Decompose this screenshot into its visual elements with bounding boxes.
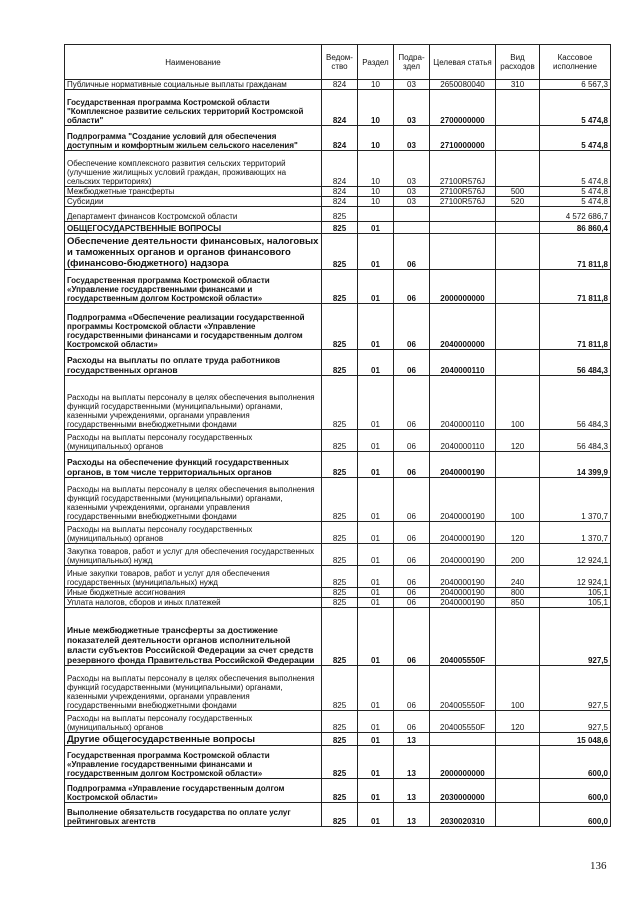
cell-type: 120 [496,430,540,452]
cell-dept: 825 [322,711,358,733]
cell-target: 2710000000 [430,126,496,151]
cell-section: 01 [358,566,394,588]
cell-amount: 1 370,7 [540,522,611,544]
cell-section: 01 [358,711,394,733]
cell-amount: 5 474,8 [540,187,611,197]
table-row [65,234,611,270]
table-row [65,803,611,827]
cell-amount: 12 924,1 [540,566,611,588]
cell-subsection: 06 [394,270,430,304]
table-row [65,746,611,779]
header-name: Наименование [65,45,322,80]
cell-target: 2040000190 [430,452,496,478]
cell-type [496,779,540,803]
cell-target: 2040000190 [430,566,496,588]
cell-type: 100 [496,666,540,711]
cell-subsection: 13 [394,733,430,746]
cell-target: 2040000190 [430,478,496,522]
cell-type: 500 [496,187,540,197]
table-row [65,779,611,803]
cell-type [496,452,540,478]
cell-section: 01 [358,746,394,779]
cell-dept: 825 [322,598,358,608]
cell-target: 2030000000 [430,779,496,803]
cell-dept: 825 [322,733,358,746]
cell-target: 2040000190 [430,544,496,566]
cell-target: 2650080040 [430,80,496,90]
cell-subsection: 06 [394,544,430,566]
header-subsection: Подра-здел [394,45,430,80]
cell-section: 01 [358,522,394,544]
cell-target [430,733,496,746]
table-row [65,304,611,350]
cell-type: 240 [496,566,540,588]
cell-name: Подпрограмма «Обеспечение реализации государственной программы Костромской области «Управление государственными финансами и государственным долгом Костромской области» [65,304,322,350]
cell-subsection: 06 [394,711,430,733]
cell-type [496,608,540,666]
cell-section: 01 [358,588,394,598]
cell-subsection: 06 [394,598,430,608]
cell-target: 27100R576J [430,197,496,207]
cell-amount: 600,0 [540,803,611,827]
cell-subsection: 03 [394,80,430,90]
cell-section: 01 [358,222,394,234]
cell-section: 01 [358,733,394,746]
cell-subsection: 06 [394,478,430,522]
cell-amount: 105,1 [540,598,611,608]
cell-amount: 14 399,9 [540,452,611,478]
cell-name: Расходы на выплаты персоналу государственных (муниципальных) органов [65,522,322,544]
cell-target [430,234,496,270]
cell-dept: 825 [322,452,358,478]
header-target: Целевая статья [430,45,496,80]
cell-name: Государственная программа Костромской области "Комплексное развитие сельских территорий Костромской области" [65,90,322,126]
cell-type: 120 [496,711,540,733]
cell-name: Иные бюджетные ассигнования [65,588,322,598]
cell-section: 01 [358,376,394,430]
table-row [65,222,611,234]
cell-dept: 824 [322,187,358,197]
cell-section: 01 [358,430,394,452]
table-row [65,666,611,711]
cell-dept: 824 [322,80,358,90]
cell-dept: 825 [322,304,358,350]
cell-dept: 825 [322,350,358,376]
cell-section: 01 [358,803,394,827]
cell-subsection: 06 [394,566,430,588]
cell-subsection: 03 [394,187,430,197]
cell-name: Расходы на выплаты персоналу в целях обеспечения выполнения функций государственными (муниципальными) органами, казенными учреждениями, органами управления государственными внебюджетными фондами [65,666,322,711]
cell-dept: 825 [322,478,358,522]
cell-type: 850 [496,598,540,608]
cell-subsection: 03 [394,90,430,126]
cell-subsection: 06 [394,666,430,711]
cell-dept: 825 [322,207,358,222]
cell-type [496,126,540,151]
cell-name: Обеспечение деятельности финансовых, налоговых и таможенных органов и органов финансового (финансово-бюджетного) надзора [65,234,322,270]
cell-amount: 5 474,8 [540,151,611,187]
cell-target: 2040000110 [430,430,496,452]
cell-amount: 5 474,8 [540,126,611,151]
table-row [65,733,611,746]
header-section: Раздел [358,45,394,80]
cell-dept: 825 [322,666,358,711]
cell-section: 01 [358,350,394,376]
cell-section: 10 [358,151,394,187]
cell-amount: 927,5 [540,711,611,733]
table-row [65,350,611,376]
cell-target: 2040000190 [430,588,496,598]
cell-subsection: 03 [394,197,430,207]
cell-subsection: 13 [394,746,430,779]
cell-section: 01 [358,304,394,350]
table-row [65,207,611,222]
cell-dept: 825 [322,779,358,803]
cell-name: Субсидии [65,197,322,207]
cell-name: Расходы на выплаты персоналу в целях обеспечения выполнения функций государственными (муниципальными) органами, казенными учреждениями, органами управления государственными внебюджетными фондами [65,478,322,522]
cell-target: 2040000190 [430,522,496,544]
cell-name: Закупка товаров, работ и услуг для обеспечения государственных (муниципальных) нужд [65,544,322,566]
header-type: Вид расходов [496,45,540,80]
cell-dept: 825 [322,376,358,430]
cell-dept: 825 [322,588,358,598]
cell-type [496,746,540,779]
cell-name: Государственная программа Костромской области «Управление государственными финансами и государственным долгом Костромской области» [65,270,322,304]
table-row [65,478,611,522]
cell-amount: 5 474,8 [540,197,611,207]
cell-name: Подпрограмма «Управление государственным долгом Костромской области» [65,779,322,803]
cell-type: 100 [496,478,540,522]
cell-target: 2000000000 [430,270,496,304]
cell-name: Уплата налогов, сборов и иных платежей [65,598,322,608]
cell-amount: 5 474,8 [540,90,611,126]
cell-type: 520 [496,197,540,207]
cell-target: 204005550F [430,608,496,666]
cell-name: Выполнение обязательств государства по оплате услуг рейтинговых агентств [65,803,322,827]
cell-name: Другие общегосударственные вопросы [65,733,322,746]
cell-type [496,304,540,350]
cell-dept: 825 [322,222,358,234]
cell-section: 10 [358,90,394,126]
cell-amount: 6 567,3 [540,80,611,90]
table-row [65,187,611,197]
table-row [65,522,611,544]
cell-dept: 825 [322,270,358,304]
cell-name: Расходы на выплаты по оплате труда работников государственных органов [65,350,322,376]
cell-target: 2700000000 [430,90,496,126]
cell-name: Расходы на выплаты персоналу в целях обеспечения выполнения функций государственными (муниципальными) органами, казенными учреждениями, органами управления государственными внебюджетными фондами [65,376,322,430]
table-row [65,711,611,733]
cell-target: 204005550F [430,666,496,711]
cell-subsection: 13 [394,779,430,803]
cell-amount: 927,5 [540,666,611,711]
cell-section: 01 [358,478,394,522]
header-dept: Ведом-ство [322,45,358,80]
cell-type [496,234,540,270]
cell-section: 01 [358,666,394,711]
cell-target: 2040000000 [430,304,496,350]
cell-target: 27100R576J [430,151,496,187]
cell-amount: 56 484,3 [540,350,611,376]
cell-subsection: 06 [394,304,430,350]
cell-subsection: 06 [394,350,430,376]
cell-dept: 825 [322,234,358,270]
cell-amount: 927,5 [540,608,611,666]
cell-section: 01 [358,598,394,608]
cell-amount: 105,1 [540,588,611,598]
cell-type: 200 [496,544,540,566]
cell-target [430,222,496,234]
table-row [65,376,611,430]
cell-section: 01 [358,234,394,270]
cell-amount: 71 811,8 [540,234,611,270]
cell-amount: 600,0 [540,746,611,779]
header-amount: Кассовое исполнение [540,45,611,80]
cell-dept: 825 [322,430,358,452]
cell-type [496,207,540,222]
cell-name: Публичные нормативные социальные выплаты гражданам [65,80,322,90]
cell-target: 2040000110 [430,350,496,376]
cell-subsection: 03 [394,151,430,187]
cell-amount: 12 924,1 [540,544,611,566]
table-row [65,430,611,452]
cell-amount: 1 370,7 [540,478,611,522]
cell-section: 10 [358,197,394,207]
table-row [65,151,611,187]
cell-type [496,222,540,234]
cell-name: Обеспечение комплексного развития сельских территорий (улучшение жилищных условий граждан, проживающих на сельских территориях) [65,151,322,187]
cell-name: Иные закупки товаров, работ и услуг для обеспечения государственных (муниципальных) нужд [65,566,322,588]
cell-amount: 71 811,8 [540,304,611,350]
cell-subsection: 06 [394,522,430,544]
table-row [65,90,611,126]
cell-target: 2040000110 [430,376,496,430]
cell-section: 01 [358,779,394,803]
cell-type: 310 [496,80,540,90]
cell-subsection: 06 [394,608,430,666]
cell-section: 01 [358,608,394,666]
table-row [65,588,611,598]
cell-name: Расходы на обеспечение функций государственных органов, в том числе территориальных органов [65,452,322,478]
table-row [65,126,611,151]
table-row [65,197,611,207]
cell-section [358,207,394,222]
cell-name: Расходы на выплаты персоналу государственных (муниципальных) органов [65,711,322,733]
cell-type: 120 [496,522,540,544]
cell-subsection: 06 [394,376,430,430]
cell-section: 10 [358,126,394,151]
cell-subsection: 13 [394,803,430,827]
cell-section: 10 [358,80,394,90]
cell-name: Подпрограмма "Создание условий для обеспечения доступным и комфортным жильем сельского населения" [65,126,322,151]
page-number: 136 [590,860,607,872]
cell-subsection [394,222,430,234]
cell-dept: 825 [322,746,358,779]
table-header-row [65,45,611,80]
table-row [65,452,611,478]
cell-type [496,803,540,827]
cell-type: 800 [496,588,540,598]
cell-type [496,733,540,746]
cell-dept: 825 [322,608,358,666]
cell-dept: 825 [322,566,358,588]
table-row [65,544,611,566]
cell-name: Иные межбюджетные трансферты за достижение показателей деятельности органов исполнительной власти субъектов Российской Федерации за счет средств резервного фонда Правительства Российской Федерации [65,608,322,666]
cell-dept: 824 [322,197,358,207]
table-body [65,80,611,827]
cell-section: 01 [358,270,394,304]
cell-dept: 824 [322,126,358,151]
cell-type [496,151,540,187]
cell-subsection: 03 [394,126,430,151]
cell-section: 10 [358,187,394,197]
table-row [65,270,611,304]
cell-amount: 56 484,3 [540,376,611,430]
cell-name: Департамент финансов Костромской области [65,207,322,222]
cell-dept: 825 [322,544,358,566]
cell-section: 01 [358,452,394,478]
cell-name: Расходы на выплаты персоналу государственных (муниципальных) органов [65,430,322,452]
cell-target: 2000000000 [430,746,496,779]
cell-dept: 824 [322,151,358,187]
cell-dept: 824 [322,90,358,126]
cell-subsection: 06 [394,430,430,452]
cell-target [430,207,496,222]
table-row [65,608,611,666]
table-row [65,598,611,608]
cell-dept: 825 [322,522,358,544]
cell-subsection [394,207,430,222]
cell-name: Государственная программа Костромской области «Управление государственными финансами и государственным долгом Костромской области» [65,746,322,779]
cell-subsection: 06 [394,588,430,598]
cell-amount: 600,0 [540,779,611,803]
cell-subsection: 06 [394,234,430,270]
cell-type [496,350,540,376]
cell-target: 204005550F [430,711,496,733]
cell-amount: 15 048,6 [540,733,611,746]
cell-amount: 71 811,8 [540,270,611,304]
cell-dept: 825 [322,803,358,827]
cell-name: ОБЩЕГОСУДАРСТВЕННЫЕ ВОПРОСЫ [65,222,322,234]
table-row [65,566,611,588]
cell-target: 2030020310 [430,803,496,827]
cell-type [496,90,540,126]
cell-target: 2040000190 [430,598,496,608]
cell-type: 100 [496,376,540,430]
table-row [65,80,611,90]
cell-target: 27100R576J [430,187,496,197]
cell-name: Межбюджетные трансферты [65,187,322,197]
budget-execution-table [64,44,611,827]
cell-subsection: 06 [394,452,430,478]
cell-type [496,270,540,304]
cell-amount: 4 572 686,7 [540,207,611,222]
cell-amount: 56 484,3 [540,430,611,452]
cell-section: 01 [358,544,394,566]
cell-amount: 86 860,4 [540,222,611,234]
